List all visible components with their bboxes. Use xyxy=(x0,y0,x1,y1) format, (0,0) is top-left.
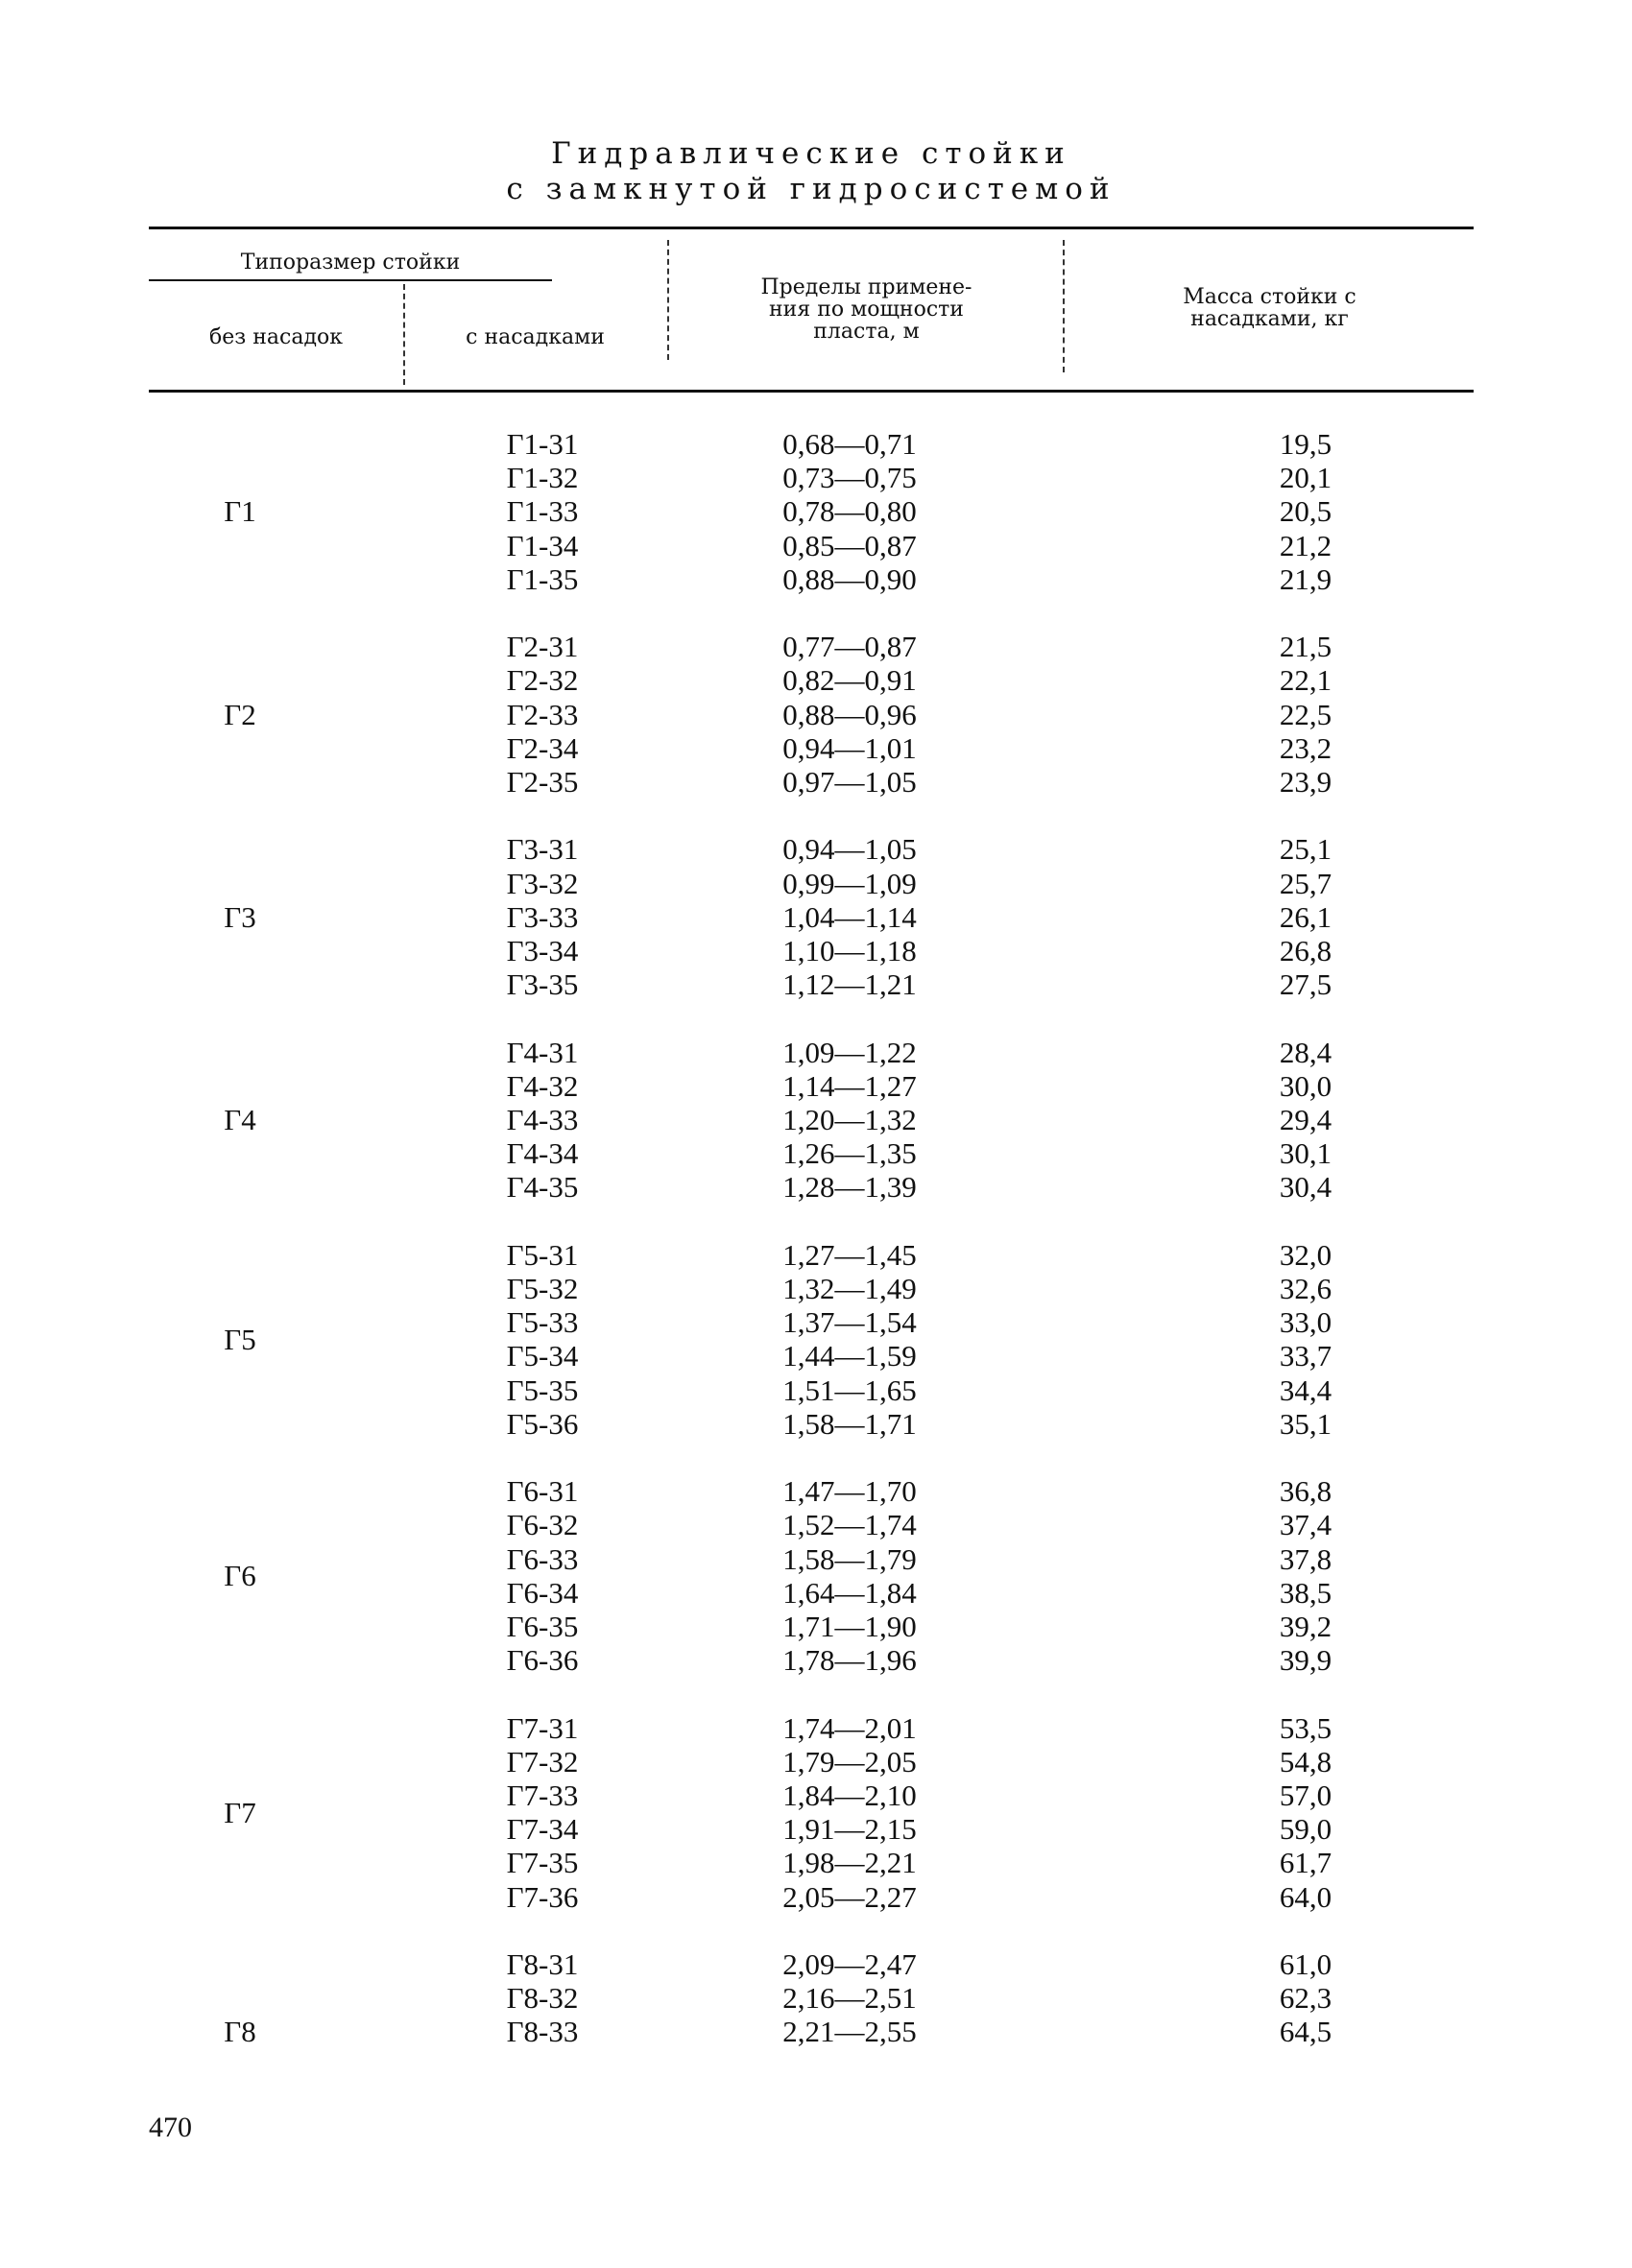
cell-application-range: 0,97—1,05 xyxy=(782,765,917,799)
table-row xyxy=(149,766,1474,799)
cell-group-name: Г8 xyxy=(224,2015,256,2048)
cell-type-size: Г7-31 xyxy=(506,1711,579,1745)
cell-group-name: Г6 xyxy=(224,1559,256,1592)
cell-mass: 25,7 xyxy=(1279,867,1332,900)
cell-application-range: 0,68—0,71 xyxy=(782,427,917,461)
cell-mass: 22,1 xyxy=(1279,663,1332,697)
cell-type-size: Г5-32 xyxy=(506,1272,579,1305)
cell-application-range: 1,74—2,01 xyxy=(782,1711,917,1745)
cell-application-range: 0,88—0,96 xyxy=(782,698,917,731)
cell-type-size: Г6-31 xyxy=(506,1474,579,1508)
cell-type-size: Г1-34 xyxy=(506,529,579,562)
cell-application-range: 0,78—0,80 xyxy=(782,494,917,528)
cell-mass: 23,2 xyxy=(1279,731,1332,765)
table-row xyxy=(149,1239,1474,1272)
cell-mass: 21,9 xyxy=(1279,562,1332,596)
cell-group-name: Г3 xyxy=(224,900,256,934)
table-row xyxy=(149,901,1474,934)
table-title-line-2: с замкнутой гидросистемой xyxy=(506,172,1116,206)
cell-type-size: Г8-32 xyxy=(506,1981,579,2015)
cell-mass: 54,8 xyxy=(1279,1745,1332,1779)
cell-application-range: 1,52—1,74 xyxy=(782,1508,917,1541)
cell-mass: 20,5 xyxy=(1279,494,1332,528)
cell-application-range: 1,12—1,21 xyxy=(782,967,917,1001)
cell-mass: 37,4 xyxy=(1279,1508,1332,1541)
cell-type-size: Г4-35 xyxy=(506,1170,579,1204)
cell-application-range: 0,99—1,09 xyxy=(782,867,917,900)
table-row xyxy=(149,1746,1474,1779)
table-row xyxy=(149,1273,1474,1305)
cell-mass: 36,8 xyxy=(1279,1474,1332,1508)
cell-group-name: Г5 xyxy=(224,1323,256,1356)
cell-mass: 21,5 xyxy=(1279,630,1332,663)
cell-application-range: 1,26—1,35 xyxy=(782,1136,917,1170)
cell-mass: 37,8 xyxy=(1279,1542,1332,1576)
table-row xyxy=(149,699,1474,731)
cell-mass: 23,9 xyxy=(1279,765,1332,799)
cell-application-range: 2,21—2,55 xyxy=(782,2015,917,2048)
cell-type-size: Г1-31 xyxy=(506,427,579,461)
cell-type-size: Г6-33 xyxy=(506,1542,579,1576)
cell-mass: 64,0 xyxy=(1279,1880,1332,1914)
cell-application-range: 1,91—2,15 xyxy=(782,1812,917,1846)
cell-mass: 22,5 xyxy=(1279,698,1332,731)
table-row xyxy=(149,1037,1474,1069)
header-mass: Масса стойки с насадками, кг xyxy=(1183,285,1356,332)
cell-mass: 20,1 xyxy=(1279,461,1332,494)
header-bottom-rule xyxy=(149,390,1474,393)
table-row xyxy=(149,1374,1474,1407)
cell-mass: 61,0 xyxy=(1279,1947,1332,1981)
cell-group-name: Г7 xyxy=(224,1796,256,1829)
cell-type-size: Г5-34 xyxy=(506,1339,579,1373)
cell-application-range: 0,77—0,87 xyxy=(782,630,917,663)
cell-application-range: 2,05—2,27 xyxy=(782,1880,917,1914)
cell-application-range: 1,37—1,54 xyxy=(782,1305,917,1339)
table-row xyxy=(149,1408,1474,1441)
cell-application-range: 1,28—1,39 xyxy=(782,1170,917,1204)
page-number: 470 xyxy=(149,2112,192,2143)
table-row xyxy=(149,1948,1474,1981)
table-row xyxy=(149,428,1474,461)
cell-application-range: 1,47—1,70 xyxy=(782,1474,917,1508)
cell-type-size: Г3-32 xyxy=(506,867,579,900)
cell-type-size: Г1-32 xyxy=(506,461,579,494)
table-row xyxy=(149,1847,1474,1879)
table-row xyxy=(149,1137,1474,1170)
table-row xyxy=(149,1779,1474,1812)
cell-application-range: 0,82—0,91 xyxy=(782,663,917,697)
header-type-size: Типоразмер стойки xyxy=(240,251,461,275)
cell-type-size: Г7-35 xyxy=(506,1846,579,1879)
cell-mass: 30,4 xyxy=(1279,1170,1332,1204)
cell-type-size: Г7-36 xyxy=(506,1880,579,1914)
table-row xyxy=(149,1475,1474,1508)
cell-mass: 33,0 xyxy=(1279,1305,1332,1339)
cell-type-size: Г2-32 xyxy=(506,663,579,697)
cell-type-size: Г2-33 xyxy=(506,698,579,731)
cell-mass: 39,2 xyxy=(1279,1610,1332,1643)
cell-application-range: 1,44—1,59 xyxy=(782,1339,917,1373)
cell-application-range: 1,09—1,22 xyxy=(782,1036,917,1069)
table-row xyxy=(149,2016,1474,2048)
table-row xyxy=(149,1340,1474,1373)
table-row xyxy=(149,495,1474,528)
cell-group-name: Г4 xyxy=(224,1103,256,1136)
cell-type-size: Г7-33 xyxy=(506,1779,579,1812)
cell-type-size: Г7-34 xyxy=(506,1812,579,1846)
cell-application-range: 1,51—1,65 xyxy=(782,1373,917,1407)
header-separator xyxy=(403,284,405,385)
cell-application-range: 1,20—1,32 xyxy=(782,1103,917,1136)
cell-application-range: 2,09—2,47 xyxy=(782,1947,917,1981)
cell-type-size: Г3-33 xyxy=(506,900,579,934)
cell-type-size: Г5-36 xyxy=(506,1407,579,1441)
table-row xyxy=(149,1712,1474,1745)
cell-application-range: 2,16—2,51 xyxy=(782,1981,917,2015)
cell-type-size: Г4-31 xyxy=(506,1036,579,1069)
cell-application-range: 1,10—1,18 xyxy=(782,934,917,967)
cell-mass: 62,3 xyxy=(1279,1981,1332,2015)
cell-type-size: Г1-35 xyxy=(506,562,579,596)
cell-type-size: Г6-35 xyxy=(506,1610,579,1643)
cell-application-range: 1,27—1,45 xyxy=(782,1238,917,1272)
cell-mass: 61,7 xyxy=(1279,1846,1332,1879)
cell-type-size: Г4-33 xyxy=(506,1103,579,1136)
cell-type-size: Г2-31 xyxy=(506,630,579,663)
table-row xyxy=(149,968,1474,1001)
cell-mass: 53,5 xyxy=(1279,1711,1332,1745)
table-row xyxy=(149,1611,1474,1643)
cell-mass: 19,5 xyxy=(1279,427,1332,461)
table-row xyxy=(149,1509,1474,1541)
cell-application-range: 1,32—1,49 xyxy=(782,1272,917,1305)
cell-mass: 27,5 xyxy=(1279,967,1332,1001)
header-without-tips: без насадок xyxy=(208,325,343,349)
cell-application-range: 1,64—1,84 xyxy=(782,1576,917,1610)
cell-type-size: Г5-35 xyxy=(506,1373,579,1407)
cell-application-range: 1,98—2,21 xyxy=(782,1846,917,1879)
table-row xyxy=(149,732,1474,765)
table-row xyxy=(149,1577,1474,1610)
cell-mass: 26,1 xyxy=(1279,900,1332,934)
cell-application-range: 0,73—0,75 xyxy=(782,461,917,494)
cell-application-range: 1,78—1,96 xyxy=(782,1643,917,1677)
cell-mass: 39,9 xyxy=(1279,1643,1332,1677)
cell-mass: 59,0 xyxy=(1279,1812,1332,1846)
cell-mass: 32,6 xyxy=(1279,1272,1332,1305)
table-row xyxy=(149,1881,1474,1914)
cell-mass: 26,8 xyxy=(1279,934,1332,967)
cell-application-range: 1,71—1,90 xyxy=(782,1610,917,1643)
header-type-size-rule xyxy=(149,279,552,281)
header-application-range: Пределы примене- ния по мощности пласта, м xyxy=(760,275,972,345)
cell-application-range: 1,79—2,05 xyxy=(782,1745,917,1779)
cell-type-size: Г8-31 xyxy=(506,1947,579,1981)
table-top-rule xyxy=(149,227,1474,229)
cell-group-name: Г1 xyxy=(224,494,256,528)
cell-type-size: Г5-31 xyxy=(506,1238,579,1272)
cell-application-range: 1,14—1,27 xyxy=(782,1069,917,1103)
table-row xyxy=(149,1171,1474,1204)
cell-application-range: 1,58—1,71 xyxy=(782,1407,917,1441)
cell-application-range: 0,94—1,01 xyxy=(782,731,917,765)
cell-type-size: Г4-32 xyxy=(506,1069,579,1103)
cell-application-range: 1,84—2,10 xyxy=(782,1779,917,1812)
cell-type-size: Г2-35 xyxy=(506,765,579,799)
cell-type-size: Г8-33 xyxy=(506,2015,579,2048)
table-row xyxy=(149,1644,1474,1677)
cell-type-size: Г4-34 xyxy=(506,1136,579,1170)
cell-mass: 64,5 xyxy=(1279,2015,1332,2048)
table-title-line-1: Гидравлические стойки xyxy=(551,136,1071,171)
cell-type-size: Г3-35 xyxy=(506,967,579,1001)
cell-type-size: Г2-34 xyxy=(506,731,579,765)
cell-mass: 32,0 xyxy=(1279,1238,1332,1272)
cell-mass: 57,0 xyxy=(1279,1779,1332,1812)
table-row xyxy=(149,1070,1474,1103)
table-row xyxy=(149,664,1474,697)
cell-type-size: Г3-34 xyxy=(506,934,579,967)
cell-application-range: 0,94—1,05 xyxy=(782,832,917,866)
table-row xyxy=(149,1543,1474,1576)
table-row xyxy=(149,868,1474,900)
header-with-tips: с насадками xyxy=(466,325,605,349)
table-row xyxy=(149,1982,1474,2015)
cell-mass: 29,4 xyxy=(1279,1103,1332,1136)
cell-type-size: Г6-36 xyxy=(506,1643,579,1677)
cell-type-size: Г7-32 xyxy=(506,1745,579,1779)
cell-mass: 30,0 xyxy=(1279,1069,1332,1103)
cell-mass: 30,1 xyxy=(1279,1136,1332,1170)
table-row xyxy=(149,1813,1474,1846)
cell-mass: 34,4 xyxy=(1279,1373,1332,1407)
cell-type-size: Г5-33 xyxy=(506,1305,579,1339)
cell-application-range: 1,58—1,79 xyxy=(782,1542,917,1576)
cell-mass: 33,7 xyxy=(1279,1339,1332,1373)
cell-type-size: Г3-31 xyxy=(506,832,579,866)
table-row xyxy=(149,563,1474,596)
cell-mass: 25,1 xyxy=(1279,832,1332,866)
table-row xyxy=(149,462,1474,494)
table-row xyxy=(149,631,1474,663)
cell-application-range: 1,04—1,14 xyxy=(782,900,917,934)
table-row xyxy=(149,1104,1474,1136)
table-row xyxy=(149,530,1474,562)
cell-mass: 28,4 xyxy=(1279,1036,1332,1069)
cell-type-size: Г6-34 xyxy=(506,1576,579,1610)
cell-type-size: Г1-33 xyxy=(506,494,579,528)
cell-type-size: Г6-32 xyxy=(506,1508,579,1541)
table-row xyxy=(149,833,1474,866)
cell-group-name: Г2 xyxy=(224,698,256,731)
table-row xyxy=(149,935,1474,967)
cell-mass: 21,2 xyxy=(1279,529,1332,562)
header-separator xyxy=(667,240,669,360)
cell-application-range: 0,88—0,90 xyxy=(782,562,917,596)
cell-mass: 35,1 xyxy=(1279,1407,1332,1441)
table-row xyxy=(149,1306,1474,1339)
cell-mass: 38,5 xyxy=(1279,1576,1332,1610)
header-separator xyxy=(1063,240,1065,372)
cell-application-range: 0,85—0,87 xyxy=(782,529,917,562)
